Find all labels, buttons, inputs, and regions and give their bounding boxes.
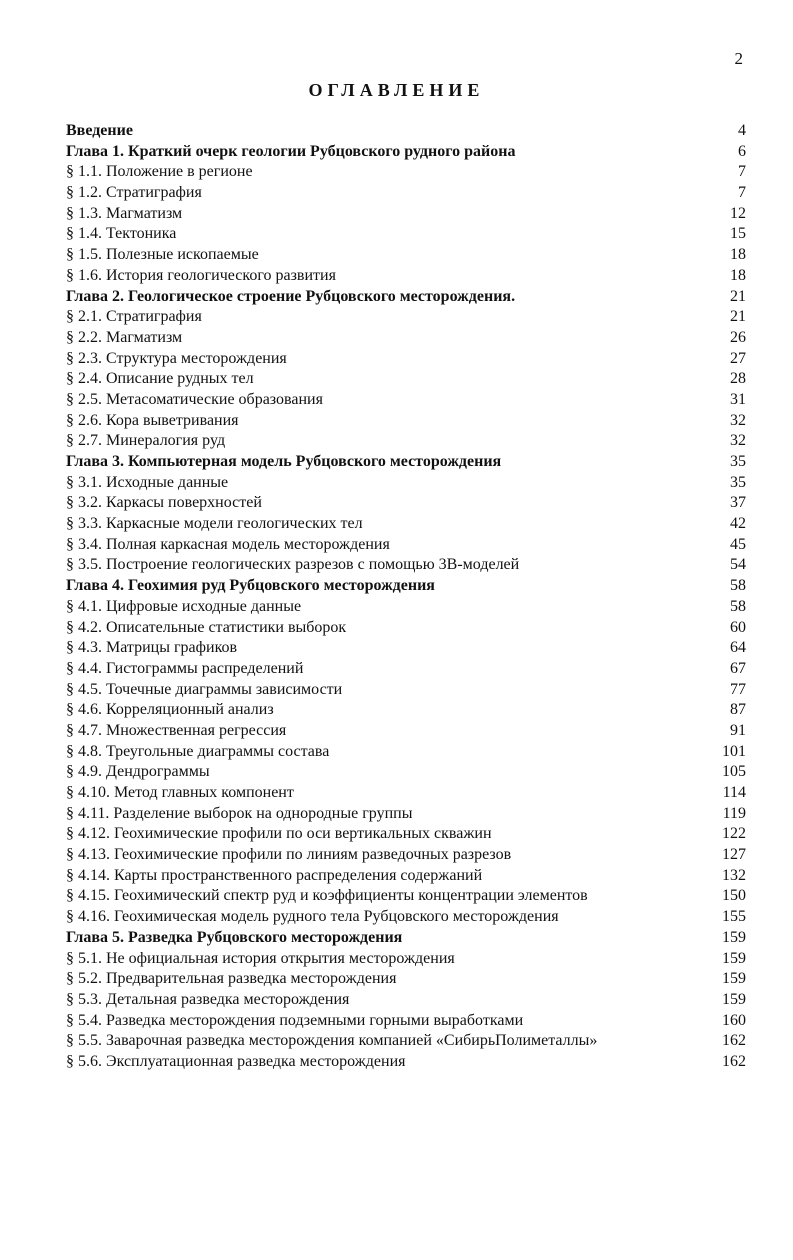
toc-entry-text: § 4.5. Точечные диаграммы зависимости (66, 680, 343, 698)
toc-section-entry (66, 618, 746, 639)
toc-entry-page: 42 (730, 515, 746, 533)
toc-entry-text: § 4.3. Матрицы графиков (66, 639, 238, 657)
toc-entry-page: 18 (730, 266, 746, 284)
toc-entry-page: 45 (730, 535, 746, 553)
toc-entry-text: § 3.5. Построение геологических разрезов с помощью 3В-моделей (66, 556, 520, 574)
toc-entry-page: 162 (722, 1032, 746, 1050)
toc-entry-text: § 5.2. Предварительная разведка месторождения (66, 970, 397, 988)
toc-entry-text: § 3.3. Каркасные модели геологических тел (66, 515, 363, 533)
toc-entry-page: 27 (730, 349, 746, 367)
toc-entry-text: § 2.4. Описание рудных тел (66, 370, 254, 388)
toc-entry-page: 37 (730, 494, 746, 512)
toc-entry-text: § 4.9. Дендрограммы (66, 763, 210, 781)
toc-section-entry (66, 1031, 746, 1052)
toc-entry-page: 101 (722, 742, 746, 760)
toc-section-entry (66, 411, 746, 432)
toc-chapter-entry (66, 928, 746, 949)
toc-entry-text: Глава 4. Геохимия руд Рубцовского месторождения (66, 577, 435, 595)
toc-entry-text: § 4.10. Метод главных компонент (66, 784, 294, 801)
toc-entry-page: 15 (730, 225, 746, 243)
toc-entry-text: § 4.4. Гистограммы распределений (66, 659, 304, 677)
toc-entry-text: § 3.4. Полная каркасная модель месторождения (66, 535, 390, 553)
toc-entry-text: § 3.2. Каркасы поверхностей (66, 494, 262, 512)
toc-chapter-entry (66, 576, 746, 597)
toc-entry-page: 64 (730, 639, 746, 657)
toc-chapter-entry (66, 142, 746, 163)
toc-entry-text: § 1.6. История геологического развития (66, 266, 336, 284)
toc-section-entry (66, 783, 746, 804)
toc-entry-text: § 2.5. Метасоматические образования (66, 390, 323, 408)
toc-chapter-entry (66, 121, 746, 142)
toc-section-entry (66, 866, 746, 887)
toc-entry-page: 35 (730, 473, 746, 491)
toc-entry-text: § 4.1. Цифровые исходные данные (66, 597, 302, 615)
toc-entry-page: 32 (730, 432, 746, 450)
toc-entry-page: 119 (722, 804, 746, 822)
toc-entry-page: 150 (722, 887, 746, 905)
toc-entry-text: Глава 2. Геологическое строение Рубцовского месторождения. (66, 287, 516, 305)
toc-entry-page: 58 (730, 577, 746, 595)
toc-entry-page: 58 (730, 597, 746, 615)
toc-entry-page: 159 (722, 928, 746, 946)
toc-section-entry (66, 473, 746, 494)
toc-entry-text: § 4.14. Карты пространственного распределения содержаний (66, 866, 483, 884)
toc-entry-page: 31 (730, 390, 746, 408)
toc-chapter-entry (66, 287, 746, 308)
toc-section-entry (66, 804, 746, 825)
page-title: ОГЛАВЛЕНИЕ (308, 80, 485, 100)
toc-section-entry (66, 493, 746, 514)
toc-entry-page: 91 (730, 721, 746, 739)
toc-entry-page: 160 (722, 1011, 746, 1029)
toc-entry-page: 127 (722, 846, 746, 864)
toc-entry-page: 32 (730, 411, 746, 429)
toc-entry-text: § 4.11. Разделение выборок на однородные группы (66, 804, 413, 822)
toc-section-entry (66, 266, 746, 287)
toc-chapter-entry (66, 452, 746, 473)
toc-section-entry (66, 990, 746, 1011)
toc-entry-page: 7 (738, 184, 746, 202)
toc-entry-page: 77 (730, 680, 746, 698)
toc-entry-page: 7 (738, 163, 746, 181)
toc-entry-page: 6 (738, 142, 746, 160)
toc-entry-text: § 1.4. Тектоника (66, 225, 177, 243)
toc-entry-text: Введение (66, 122, 133, 139)
toc-entry-page: 67 (730, 659, 746, 677)
toc-section-entry (66, 514, 746, 535)
toc-entry-text: § 4.2. Описательные статистики выборок (66, 618, 347, 636)
toc-entry-page: 26 (730, 328, 746, 346)
toc-section-entry (66, 162, 746, 183)
toc-entry-text: § 5.4. Разведка месторождения подземными горными выработками (66, 1011, 524, 1029)
toc-section-entry (66, 762, 746, 783)
toc-entry-text: § 2.6. Кора выветривания (66, 411, 239, 429)
toc-section-entry (66, 535, 746, 556)
toc-entry-page: 28 (730, 370, 746, 388)
toc-entry-page: 122 (722, 825, 746, 843)
toc-entry-text: § 4.15. Геохимический спектр руд и коэффициенты концентрации элементов (66, 887, 588, 905)
toc-section-entry (66, 204, 746, 225)
toc-entry-page: 35 (730, 453, 746, 470)
toc-entry-page: 87 (730, 701, 746, 719)
toc-section-entry (66, 886, 746, 907)
toc-section-entry (66, 742, 746, 763)
toc-entry-page: 162 (722, 1052, 746, 1070)
toc-entry-text: Глава 5. Разведка Рубцовского месторождения (66, 928, 403, 946)
toc-entry-text: § 4.6. Корреляционный анализ (66, 701, 274, 719)
toc-entry-text: § 1.1. Положение в регионе (66, 163, 253, 181)
toc-section-entry (66, 845, 746, 866)
toc-entry-text: § 4.13. Геохимические профили по линиям разведочных разрезов (66, 846, 512, 864)
toc-entry-text: § 5.1. Не официальная история открытия месторождения (66, 949, 455, 967)
toc-entry-page: 132 (722, 866, 746, 884)
toc-entry-page: 4 (738, 122, 746, 139)
toc-section-entry (66, 824, 746, 845)
toc-entry-text: § 5.5. Заварочная разведка месторождения компанией «СибирьПолиметаллы» (66, 1032, 598, 1050)
toc-section-entry (66, 245, 746, 266)
toc-entry-text: § 1.2. Стратиграфия (66, 184, 202, 202)
toc-entry-page: 21 (730, 308, 746, 326)
toc-entry-text: Глава 3. Компьютерная модель Рубцовского месторождения (66, 453, 502, 470)
toc-section-entry (66, 949, 746, 970)
toc-section-entry (66, 390, 746, 411)
page-number: 2 (734, 49, 743, 68)
toc-section-entry (66, 349, 746, 370)
toc-entry-text: § 1.5. Полезные ископаемые (66, 246, 259, 264)
toc-entry-text: § 4.8. Треугольные диаграммы состава (66, 742, 330, 760)
toc-entry-page: 159 (722, 990, 746, 1008)
toc-section-entry (66, 224, 746, 245)
toc-entry-page: 159 (722, 970, 746, 988)
toc-entry-text: § 2.7. Минералогия руд (66, 432, 226, 450)
toc-entry-page: 155 (722, 908, 746, 926)
toc-entry-text: § 2.3. Структура месторождения (66, 349, 287, 367)
toc-entry-text: § 3.1. Исходные данные (66, 473, 229, 491)
table-of-contents (66, 121, 746, 1073)
toc-section-entry (66, 969, 746, 990)
toc-section-entry (66, 369, 746, 390)
toc-section-entry (66, 431, 746, 452)
toc-entry-page: 159 (722, 949, 746, 967)
toc-entry-text: § 2.1. Стратиграфия (66, 308, 202, 326)
toc-section-entry (66, 638, 746, 659)
toc-section-entry (66, 1011, 746, 1032)
toc-section-entry (66, 700, 746, 721)
toc-entry-text: § 4.7. Множественная регрессия (66, 721, 287, 739)
toc-entry-page: 105 (722, 763, 746, 781)
toc-section-entry (66, 907, 746, 928)
toc-section-entry (66, 680, 746, 701)
toc-entry-page: 21 (730, 287, 746, 305)
toc-entry-page: 12 (730, 204, 746, 222)
toc-entry-text: § 5.3. Детальная разведка месторождения (66, 990, 350, 1008)
toc-section-entry (66, 328, 746, 349)
toc-entry-text: § 4.16. Геохимическая модель рудного тела Рубцовского месторождения (66, 908, 559, 926)
toc-section-entry (66, 597, 746, 618)
toc-entry-page: 60 (730, 618, 746, 636)
toc-section-entry (66, 1052, 746, 1073)
toc-section-entry (66, 721, 746, 742)
toc-section-entry (66, 307, 746, 328)
toc-entry-page: 114 (722, 784, 746, 801)
toc-section-entry (66, 183, 746, 204)
toc-entry-page: 18 (730, 246, 746, 264)
toc-entry-text: § 5.6. Эксплуатационная разведка месторождения (66, 1052, 406, 1070)
toc-entry-text: § 2.2. Магматизм (66, 328, 183, 346)
toc-entry-text: § 1.3. Магматизм (66, 204, 183, 222)
toc-section-entry (66, 555, 746, 576)
toc-entry-text: § 4.12. Геохимические профили по оси вертикальных скважин (66, 825, 492, 843)
toc-entry-page: 54 (730, 556, 746, 574)
toc-entry-text: Глава 1. Краткий очерк геологии Рубцовского рудного района (66, 142, 516, 160)
toc-section-entry (66, 659, 746, 680)
